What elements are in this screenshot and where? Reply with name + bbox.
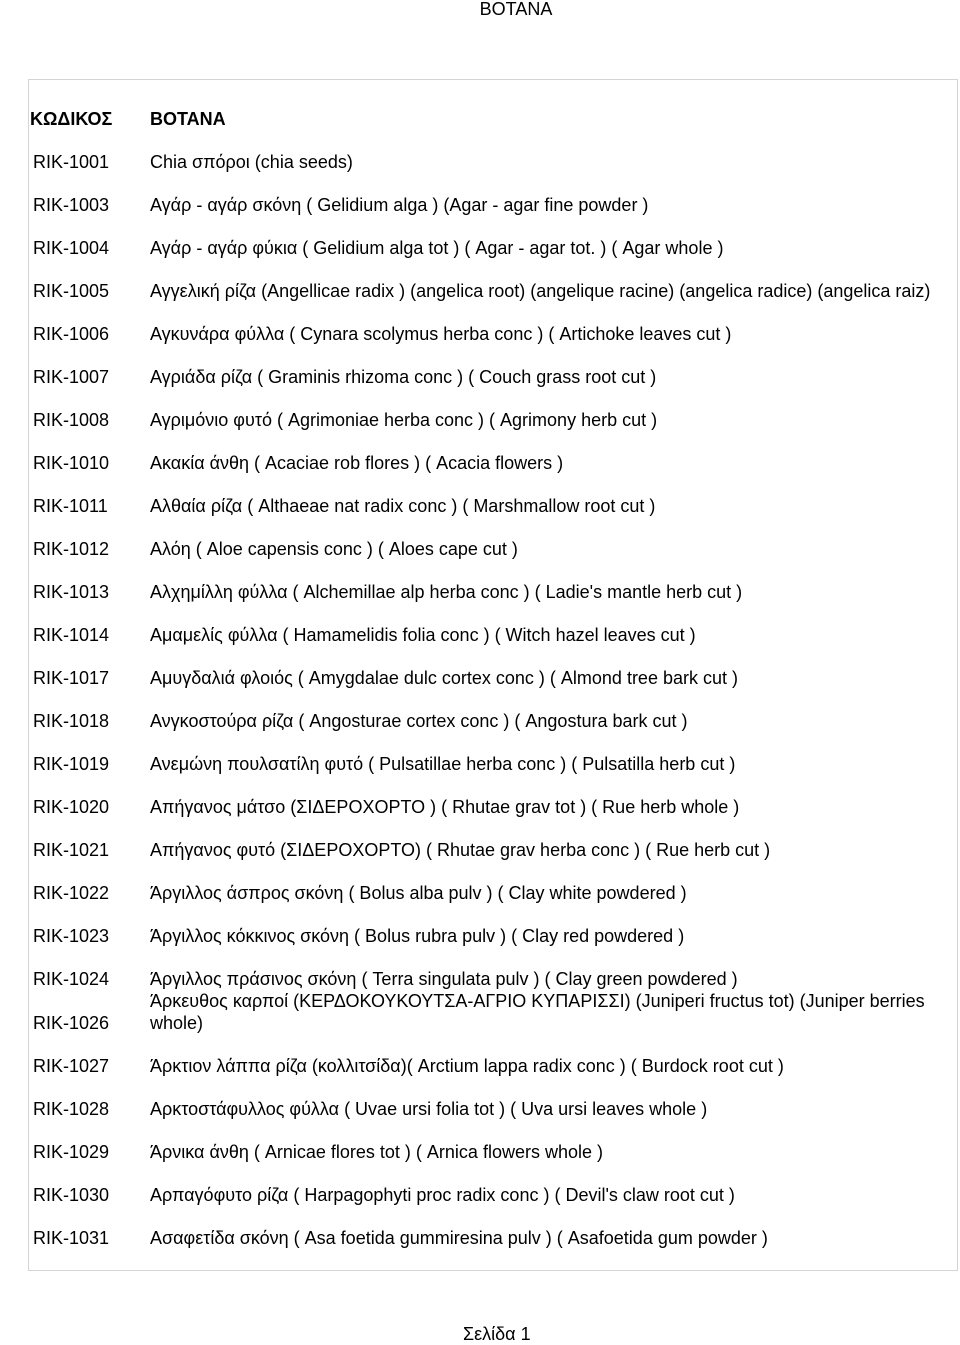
- column-header-name: ΒΟΤΑΝΑ: [150, 109, 226, 129]
- row-code: RIK-1023: [33, 926, 110, 946]
- row-name: Ασαφετίδα σκόνη ( Asa foetida gummiresina pulv ) ( Asafoetida gum powder ): [150, 1228, 768, 1248]
- row-name: Ανεμώνη πουλσατίλη φυτό ( Pulsatillae herba conc ) ( Pulsatilla herb cut ): [150, 754, 736, 774]
- table-row: [28, 1077, 958, 1120]
- table-row: [28, 216, 958, 259]
- table-row: [28, 646, 958, 689]
- row-code: RIK-1003: [33, 195, 110, 215]
- row-name: Αγάρ - αγάρ φύκια ( Gelidium alga tot ) ( Agar - agar tot. ) ( Agar whole ): [150, 238, 724, 258]
- row-code: RIK-1013: [33, 582, 110, 602]
- row-name: Απήγανος μάτσο (ΣΙΔΕΡΟΧΟΡΤΟ ) ( Rhutae grav tot ) ( Rue herb whole ): [150, 797, 740, 817]
- table-row: [28, 775, 958, 818]
- column-header-code: ΚΩΔΙΚΟΣ: [30, 109, 113, 129]
- table-row: [28, 345, 958, 388]
- row-code: RIK-1021: [33, 840, 110, 860]
- table-row: [28, 1163, 958, 1206]
- table-row: [28, 861, 958, 904]
- row-code: RIK-1022: [33, 883, 110, 903]
- row-code: RIK-1027: [33, 1056, 110, 1076]
- row-code: RIK-1029: [33, 1142, 110, 1162]
- row-code: RIK-1006: [33, 324, 110, 344]
- table-row: [28, 603, 958, 646]
- table-row: [28, 431, 958, 474]
- row-name: Άργιλλος κόκκινος σκόνη ( Bolus rubra pulv ) ( Clay red powdered ): [150, 926, 685, 946]
- row-code: RIK-1024: [33, 969, 110, 989]
- row-name: Αλχημίλλη φύλλα ( Alchemillae alp herba conc ) ( Ladie's mantle herb cut ): [150, 582, 743, 602]
- row-code: RIK-1001: [33, 152, 110, 172]
- row-name: Άρνικα άνθη ( Arnicae flores tot ) ( Arnica flowers whole ): [150, 1142, 603, 1162]
- row-name: Αγριμόνιο φυτό ( Agrimoniae herba conc ) ( Agrimony herb cut ): [150, 410, 658, 430]
- row-name: Αρκτοστάφυλλος φύλλα ( Uvae ursi folia tot ) ( Uva ursi leaves whole ): [150, 1099, 708, 1119]
- table-row: [28, 130, 958, 173]
- table-row: [28, 904, 958, 947]
- row-name: Άργιλλος πράσινος σκόνη ( Terra singulata pulv ) ( Clay green powdered ): [150, 969, 738, 989]
- row-name: Chia σπόροι (chia seeds): [150, 152, 353, 172]
- row-code: RIK-1014: [33, 625, 110, 645]
- row-name: Αλόη ( Aloe capensis conc ) ( Aloes cape cut ): [150, 539, 518, 559]
- table-row: [28, 818, 958, 861]
- table-row: [28, 388, 958, 431]
- table-row: [28, 1206, 958, 1249]
- table-row: [28, 1120, 958, 1163]
- table-row: [28, 474, 958, 517]
- row-name: Ακακία άνθη ( Acaciae rob flores ) ( Acacia flowers ): [150, 453, 564, 473]
- table-row: [28, 259, 958, 302]
- row-name: Αγάρ - αγάρ σκόνη ( Gelidium alga ) (Agar - agar fine powder ): [150, 195, 649, 215]
- herbs-table: [28, 86, 958, 1249]
- row-name: Αγριάδα ρίζα ( Graminis rhizoma conc ) ( Couch grass root cut ): [150, 367, 657, 387]
- row-name: Αμαμελίς φύλλα ( Hamamelidis folia conc ) ( Witch hazel leaves cut ): [150, 625, 696, 645]
- row-name: Αλθαία ρίζα ( Althaeae nat radix conc ) ( Marshmallow root cut ): [150, 496, 656, 516]
- row-name: Ανγκοστούρα ρίζα ( Angosturae cortex conc ) ( Angostura bark cut ): [150, 711, 688, 731]
- row-code: RIK-1007: [33, 367, 110, 387]
- table-header-row: [28, 86, 958, 130]
- row-code: RIK-1026: [33, 1013, 110, 1033]
- row-name: Άρκτιον λάππα ρίζα (κολλιτσίδα)( Arctium lappa radix conc ) ( Burdock root cut ): [150, 1056, 784, 1076]
- row-name: Αμυγδαλιά φλοιός ( Amygdalae dulc cortex conc ) ( Almond tree bark cut ): [150, 668, 738, 688]
- row-code: RIK-1019: [33, 754, 110, 774]
- page-title: ΒΟΤΑΝΑ: [479, 0, 553, 19]
- row-code: RIK-1008: [33, 410, 110, 430]
- table-row: [28, 560, 958, 603]
- row-name: Άργιλλος άσπρος σκόνη ( Bolus alba pulv ) ( Clay white powdered ): [150, 883, 687, 903]
- page-number: Σελίδα 1: [463, 1324, 531, 1344]
- table-row: [28, 1034, 958, 1077]
- row-code: RIK-1005: [33, 281, 110, 301]
- row-code: RIK-1017: [33, 668, 110, 688]
- row-code: RIK-1004: [33, 238, 110, 258]
- table-row: [28, 990, 958, 1034]
- row-name: Αρπαγόφυτο ρίζα ( Harpagophyti proc radix conc ) ( Devil's claw root cut ): [150, 1185, 735, 1205]
- table-row: [28, 947, 958, 990]
- row-name: Αγγελική ρίζα (Angellicae radix ) (angelica root) (angelique racine) (angelica radice) (angelica raiz): [150, 281, 931, 301]
- table-row: [28, 302, 958, 345]
- row-code: RIK-1010: [33, 453, 110, 473]
- row-code: RIK-1020: [33, 797, 110, 817]
- table-row: [28, 689, 958, 732]
- table-row: [28, 173, 958, 216]
- row-code: RIK-1030: [33, 1185, 110, 1205]
- row-code: RIK-1031: [33, 1228, 110, 1248]
- table-row: [28, 517, 958, 560]
- row-code: RIK-1018: [33, 711, 110, 731]
- row-code: RIK-1028: [33, 1099, 110, 1119]
- row-name: Άρκευθος καρποί (ΚΕΡΔΟΚΟΥΚΟΥΤΣΑ-ΑΓΡΙΟ ΚΥΠΑΡΙΣΣΙ) (Juniperi fructus tot) (Juniper berries whole): [150, 991, 925, 1033]
- table-row: [28, 732, 958, 775]
- row-code: RIK-1012: [33, 539, 110, 559]
- row-name: Απήγανος φυτό (ΣΙΔΕΡΟΧΟΡΤΟ) ( Rhutae grav herba conc ) ( Rue herb cut ): [150, 840, 771, 860]
- row-code: RIK-1011: [33, 496, 108, 516]
- row-name: Αγκυνάρα φύλλα ( Cynara scolymus herba conc ) ( Artichoke leaves cut ): [150, 324, 732, 344]
